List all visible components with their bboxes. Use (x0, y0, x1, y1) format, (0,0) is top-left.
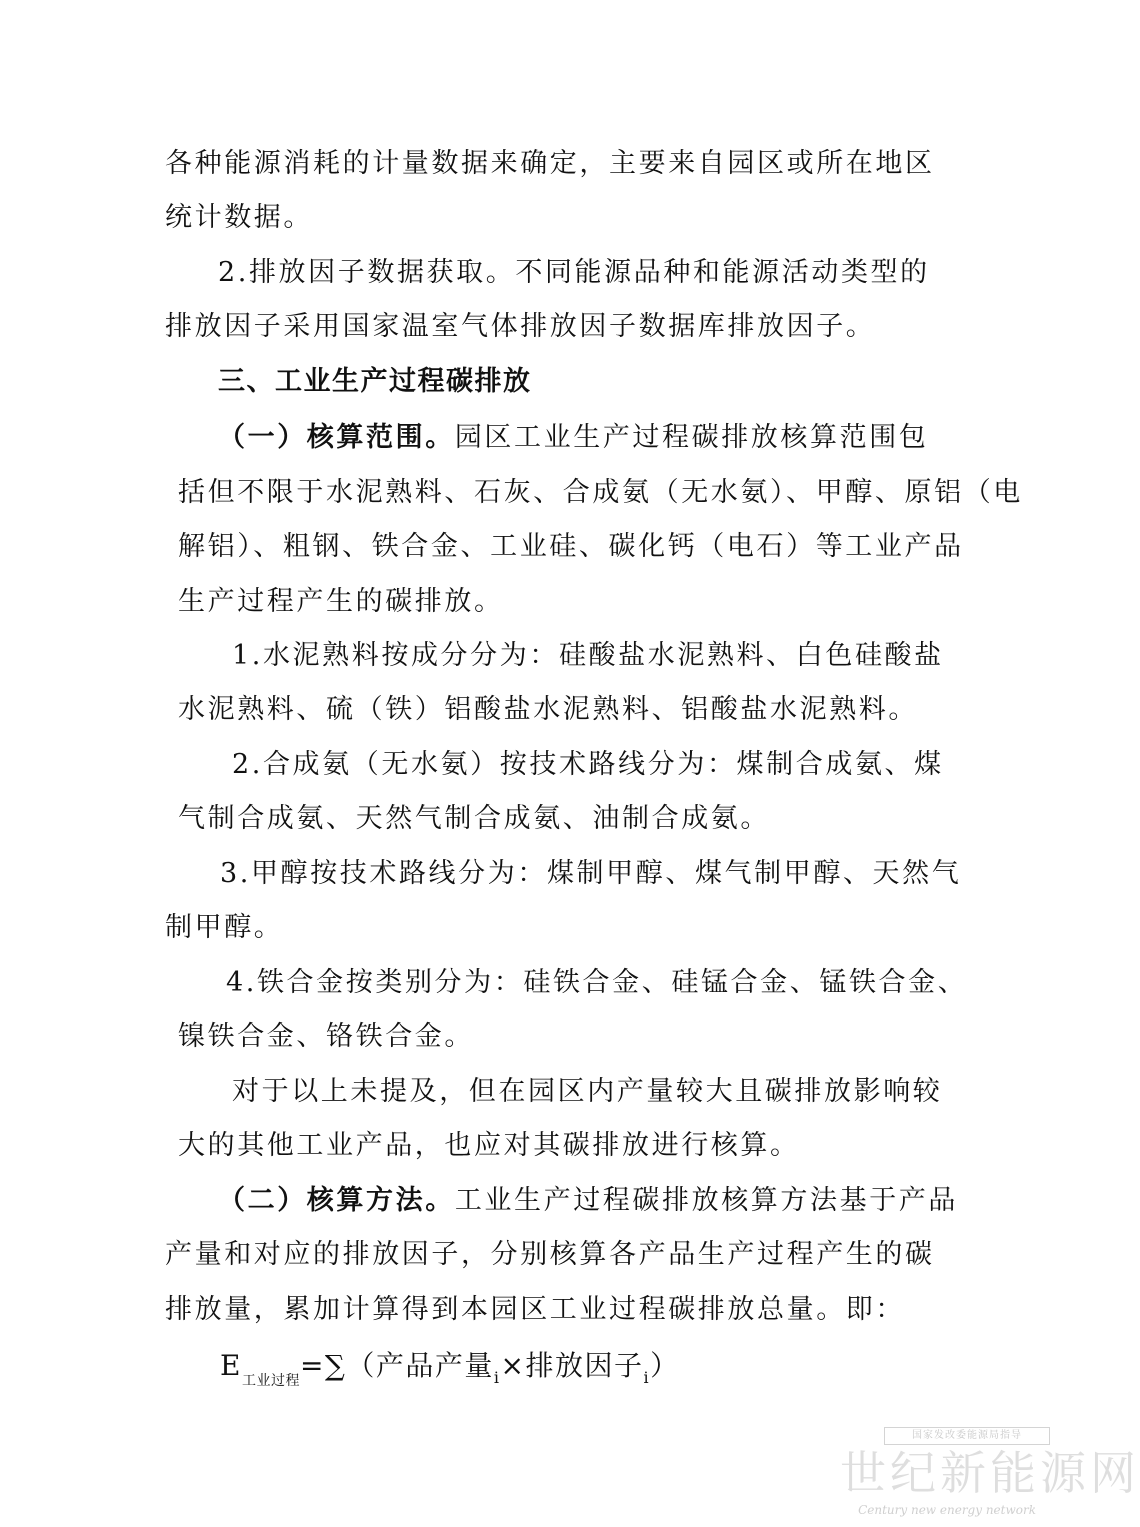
subsection-heading: （二）核算方法。 (218, 1185, 455, 1216)
paragraph-line: 镍铁合金、铬铁合金。 (178, 1021, 474, 1052)
paragraph-line: 生产过程产生的碳排放。 (178, 586, 504, 617)
paragraph-line: 水泥熟料、硫（铁）铝酸盐水泥熟料、铝酸盐水泥熟料。 (178, 694, 918, 725)
paragraph-text: 工业生产过程碳排放核算方法基于产品 (454, 1185, 959, 1216)
formula-lhs: E (220, 1349, 242, 1382)
section-heading: 三、工业生产过程碳排放 (218, 366, 532, 397)
formula-times: ×排放因子 (500, 1349, 644, 1382)
list-item-line: 3.甲醇按技术路线分为：煤制甲醇、煤气制甲醇、天然气 (220, 858, 962, 889)
paragraph-line: 产量和对应的排放因子，分别核算各产品生产过程产生的碳 (165, 1239, 935, 1270)
paragraph-text: 园区工业生产过程碳排放核算范围包 (454, 422, 929, 453)
subsection-heading: （一）核算范围。 (218, 422, 455, 453)
formula-lhs-subscript: 工业过程 (241, 1373, 300, 1389)
paragraph-line: 各种能源消耗的计量数据来确定，主要来自园区或所在地区 (165, 148, 935, 179)
paragraph-line: 气制合成氨、天然气制合成氨、油制合成氨。 (178, 803, 770, 834)
paragraph-line: 解铝）、粗钢、铁合金、工业硅、碳化钙（电石）等工业产品 (178, 531, 964, 562)
subsection-line (218, 1183, 958, 1219)
paragraph-line: 大的其他工业产品，也应对其碳排放进行核算。 (178, 1130, 800, 1161)
watermark-english: Century new energy network (858, 1503, 1036, 1517)
formula-sum: =∑（产品产量 (299, 1349, 494, 1382)
paragraph-line: 制甲醇。 (165, 912, 284, 943)
list-item-line: 2.合成氨（无水氨）按技术路线分为：煤制合成氨、煤 (232, 749, 944, 780)
paragraph-line: 排放因子采用国家温室气体排放因子数据库排放因子。 (165, 311, 876, 342)
watermark-tag: 国家发改委能源局指导 (884, 1427, 1050, 1445)
formula-index: i (493, 1368, 501, 1387)
paragraph-line: 统计数据。 (165, 202, 313, 233)
paragraph-line: 排放量，累加计算得到本园区工业过程碳排放总量。即： (165, 1294, 905, 1325)
paragraph-line: 2.排放因子数据获取。不同能源品种和能源活动类型的 (218, 257, 930, 288)
subsection-line (218, 420, 928, 456)
formula-close: ） (650, 1349, 680, 1382)
list-item-line: 4.铁合金按类别分为：硅铁合金、硅锰合金、锰铁合金、 (226, 967, 968, 998)
watermark (840, 1427, 1140, 1527)
formula-index: i (643, 1368, 651, 1387)
emission-formula (220, 1346, 680, 1401)
paragraph-line: 对于以上未提及，但在园区内产量较大且碳排放影响较 (232, 1076, 943, 1107)
paragraph-line: 括但不限于水泥熟料、石灰、合成氨（无水氨）、甲醇、原铝（电 (178, 477, 1023, 508)
watermark-logo-text: 世纪新能源网 (840, 1446, 1140, 1500)
list-item-line: 1.水泥熟料按成分分为：硅酸盐水泥熟料、白色硅酸盐 (232, 640, 944, 671)
